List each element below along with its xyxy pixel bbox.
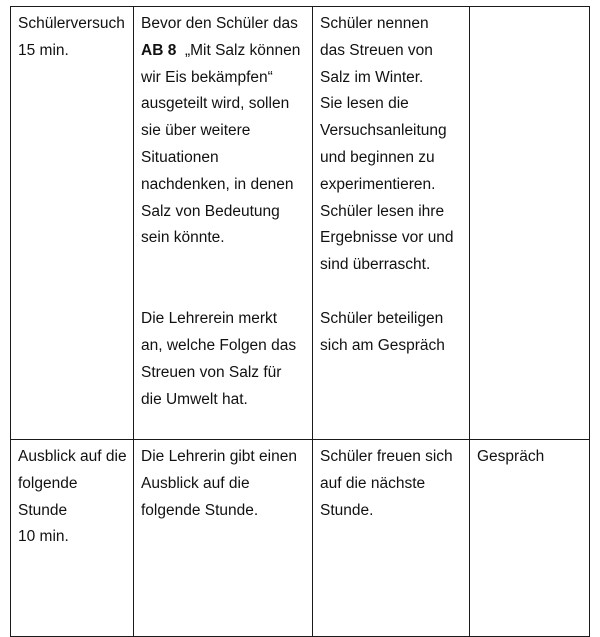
student-line: das Streuen von xyxy=(320,41,433,59)
teacher-line: Streuen von Salz für xyxy=(141,363,282,381)
teacher-line: sein könnte. xyxy=(141,229,225,247)
student-line: experimentieren. xyxy=(320,175,436,193)
student-line: und beginnen zu xyxy=(320,148,435,166)
teacher-activity-cell xyxy=(134,7,313,440)
student-activity-cell xyxy=(313,7,470,440)
teacher-line: nachdenken, in denen xyxy=(141,175,294,193)
lesson-plan-table xyxy=(10,6,590,637)
teacher-line: Die Lehrerin gibt einen xyxy=(141,448,297,465)
teacher-line: Bevor den Schüler das xyxy=(141,15,298,32)
teacher-line: sie über weitere xyxy=(141,122,251,140)
phase-cell xyxy=(11,440,134,637)
teacher-line: ausgeteilt wird, sollen xyxy=(141,95,290,113)
student-line: Versuchsanleitung xyxy=(320,122,447,140)
phase-duration: 15 min. xyxy=(18,41,69,59)
student-line: sind überrascht. xyxy=(320,256,431,274)
student-line: Schüler lesen ihre xyxy=(320,202,445,220)
student-line: Stunde. xyxy=(320,501,374,519)
student-line: Schüler freuen sich xyxy=(320,448,453,465)
teacher-line: folgende Stunde. xyxy=(141,501,259,519)
method-text: Gespräch xyxy=(477,448,545,465)
teacher-line: Situationen xyxy=(141,148,219,166)
teacher-line: wir Eis bekämpfen“ xyxy=(141,68,273,86)
teacher-line: AB 8 „Mit Salz können xyxy=(141,41,301,59)
method-cell xyxy=(470,7,590,440)
table-row xyxy=(11,440,590,637)
student-line: Salz im Winter. xyxy=(320,68,424,86)
phase-cell xyxy=(11,7,134,440)
student-line: auf die nächste xyxy=(320,474,426,492)
phase-line: Ausblick auf die xyxy=(18,448,127,465)
phase-line: Schülerversuch xyxy=(18,15,125,32)
teacher-line: Die Lehrerein merkt xyxy=(141,310,278,328)
teacher-line: die Umwelt hat. xyxy=(141,390,248,408)
table-row xyxy=(11,7,590,440)
student-line: Sie lesen die xyxy=(320,95,409,113)
phase-duration: 10 min. xyxy=(18,528,69,546)
worksheet-label: AB 8 xyxy=(141,41,177,59)
student-line: Schüler beteiligen xyxy=(320,309,444,327)
phase-line: folgende xyxy=(18,474,78,492)
teacher-line: Ausblick auf die xyxy=(141,474,250,492)
teacher-line: Salz von Bedeutung xyxy=(141,202,280,220)
student-line: Ergebnisse vor und xyxy=(320,229,454,247)
method-cell xyxy=(470,440,590,637)
student-line: Schüler nennen xyxy=(320,15,429,32)
teacher-line: an, welche Folgen das xyxy=(141,336,297,354)
student-line: sich am Gespräch xyxy=(320,336,445,354)
teacher-activity-cell xyxy=(134,440,313,637)
student-activity-cell xyxy=(313,440,470,637)
phase-line: Stunde xyxy=(18,501,68,519)
